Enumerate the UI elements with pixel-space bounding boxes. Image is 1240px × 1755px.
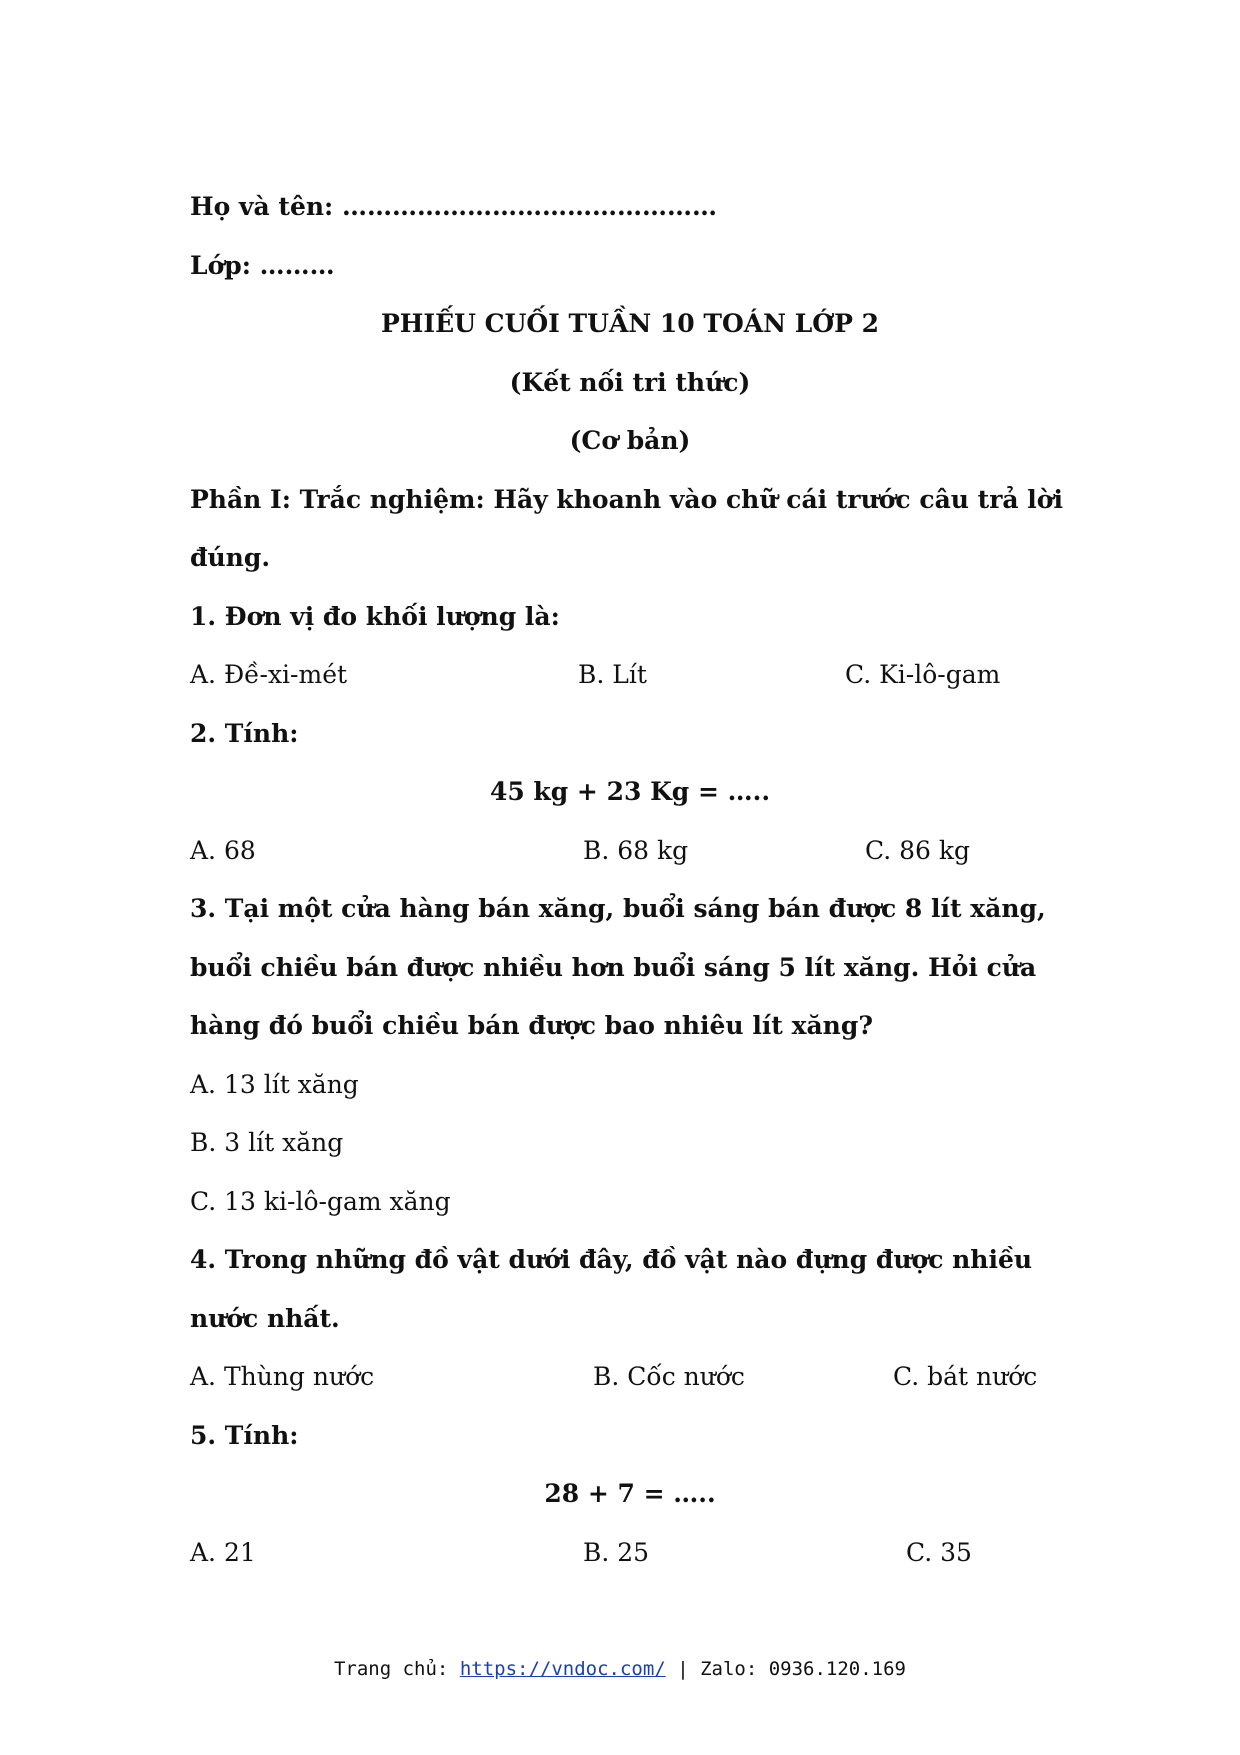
footer-zalo: Zalo: 0936.120.169 (700, 1658, 906, 1680)
question-5-option-a: A. 21 (190, 1537, 256, 1567)
question-2-options (190, 822, 1070, 881)
question-2-expression: 45 kg + 23 Kg = ….. (489, 777, 771, 806)
question-1-text: 1. Đơn vị đo khối lượng là: (190, 601, 560, 631)
question-2-option-c: C. 86 kg (865, 835, 971, 865)
page-subtitle-level: (Cơ bản) (569, 426, 691, 455)
question-1-option-a: A. Đề-xi-mét (190, 660, 348, 689)
question-4-option-b: B. Cốc nước (593, 1362, 745, 1391)
question-1-options (190, 646, 1070, 705)
question-4-line1: 4. Trong những đồ vật dưới đây, đồ vật nào đựng được nhiều (190, 1245, 1033, 1274)
question-4-option-c: C. bát nước (893, 1362, 1038, 1391)
question-3-option-a: A. 13 lít xăng (190, 1069, 359, 1099)
worksheet-page (190, 178, 1070, 1582)
question-2-text: 2. Tính: (190, 718, 299, 748)
question-4-line2: nước nhất. (190, 1303, 340, 1333)
question-5-option-c: C. 35 (906, 1537, 972, 1567)
question-1-option-b: B. Lít (578, 660, 647, 689)
section-heading-line1: Phần I: Trắc nghiệm: Hãy khoanh vào chữ cái trước câu trả lời (190, 484, 1063, 514)
footer-home-link[interactable]: https://vndoc.com/ (459, 1658, 666, 1680)
question-4-option-a: A. Thùng nước (190, 1362, 375, 1391)
question-5-option-b: B. 25 (583, 1537, 650, 1567)
footer-home-label: Trang chủ: (333, 1658, 449, 1680)
question-3-line2: buổi chiều bán được nhiều hơn buổi sáng 5 lít xăng. Hỏi cửa (190, 952, 1037, 982)
question-4-options (190, 1348, 1070, 1407)
class-line: Lớp: ……… (190, 250, 335, 280)
question-1-option-c: C. Ki-lô-gam (845, 660, 1001, 689)
question-2-option-a: A. 68 (190, 835, 256, 865)
footer-separator: | (677, 1658, 689, 1680)
question-3-line1: 3. Tại một cửa hàng bán xăng, buổi sáng bán được 8 lít xăng, (190, 894, 1046, 923)
question-2-option-b: B. 68 kg (583, 835, 689, 865)
question-5-text: 5. Tính: (190, 1420, 299, 1450)
question-5-options (190, 1524, 1070, 1583)
question-3-option-b: B. 3 lít xăng (190, 1128, 344, 1157)
page-footer (0, 1658, 1240, 1680)
page-subtitle-series: (Kết nối tri thức) (509, 367, 751, 397)
question-5-expression: 28 + 7 = ….. (544, 1479, 716, 1508)
question-3-line3: hàng đó buổi chiều bán được bao nhiêu lít xăng? (190, 1011, 873, 1040)
question-3-option-c: C. 13 ki-lô-gam xăng (190, 1186, 451, 1216)
section-heading-line2: đúng. (190, 543, 271, 572)
page-title: PHIẾU CUỐI TUẦN 10 TOÁN LỚP 2 (381, 309, 879, 338)
student-name-line: Họ và tên: ……………………………………… (190, 192, 717, 221)
